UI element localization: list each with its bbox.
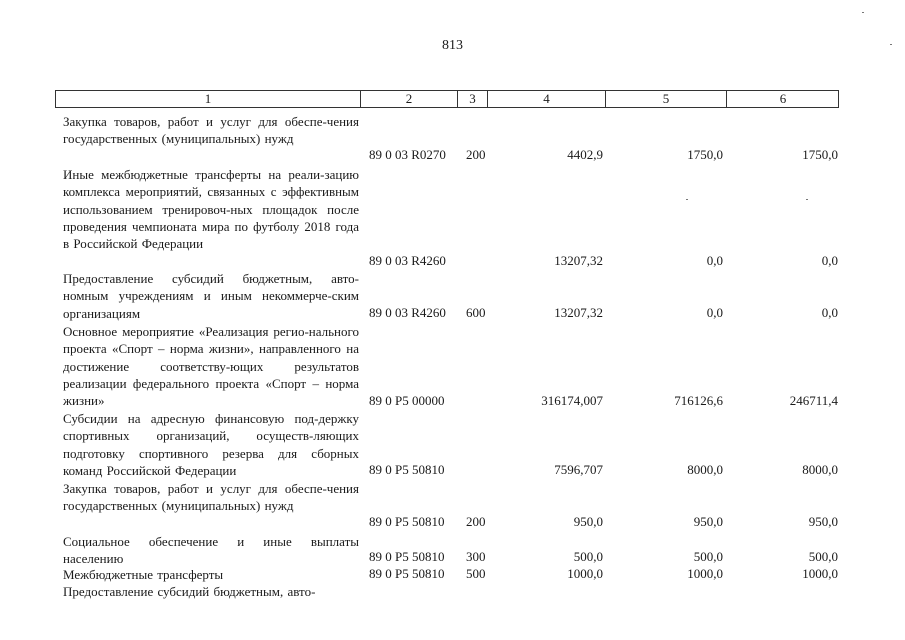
row-value-col5: 8000,0 xyxy=(687,462,723,477)
row-value-col6: 0,0 xyxy=(821,305,838,320)
row-value-col4: 13207,32 xyxy=(554,253,603,268)
page-number: 813 xyxy=(442,38,463,53)
header-col-5: 5 xyxy=(606,91,727,107)
row-value-col6: 8000,0 xyxy=(802,462,838,477)
row-description: Закупка товаров, работ и услуг для обеспе-чения государственных (муниципальных) нужд xyxy=(63,114,359,147)
row-value-col5: 1000,0 xyxy=(687,566,723,581)
row-value-col5: 1750,0 xyxy=(687,147,723,162)
row-code: 89 0 P5 00000 xyxy=(369,393,445,408)
row-value-col4: 4402,9 xyxy=(567,147,603,162)
row-value-col4: 7596,707 xyxy=(554,462,603,477)
row-code: 89 0 03 R4260 xyxy=(369,253,446,268)
row-description: Предоставление субсидий бюджетным, авто- xyxy=(63,584,316,599)
row-value-col5: 716126,6 xyxy=(674,393,723,408)
row-expense-type: 300 xyxy=(466,549,486,564)
row-description: Социальное обеспечение и иные выплаты населению xyxy=(63,534,359,567)
row-value-col4: 316174,007 xyxy=(541,393,603,408)
row-description: Иные межбюджетные трансферты на реали-зацию комплекса мероприятий, связанных с эффективным использованием тренировоч-ных площадок после проведения чемпионата мира по футболу 2018 года в Российской Федерации xyxy=(63,167,359,252)
row-value-col4: 950,0 xyxy=(573,514,603,529)
header-col-6: 6 xyxy=(779,91,787,106)
row-description: Предоставление субсидий бюджетным, авто-номным учреждениям и иным некоммерче-ским организациям xyxy=(63,271,359,321)
row-description: Закупка товаров, работ и услуг для обеспе-чения государственных (муниципальных) нужд xyxy=(63,481,359,514)
table-header xyxy=(55,90,839,108)
row-code: 89 0 03 R4260 xyxy=(369,305,446,320)
row-value-col6: 950,0 xyxy=(808,514,838,529)
row-expense-type: 500 xyxy=(466,566,486,581)
row-description: Субсидии на адресную финансовую под-держку спортивных организаций, осуществ-ляющих подготовку спортивного резерва для сборных команд Российской Федерации xyxy=(63,411,359,478)
row-description: Межбюджетные трансферты xyxy=(63,567,224,582)
header-col-3: 3 xyxy=(458,91,488,107)
row-value-col4: 13207,32 xyxy=(554,305,603,320)
row-value-col6: 1000,0 xyxy=(802,566,838,581)
row-code: 89 0 P5 50810 xyxy=(369,566,445,581)
row-value-col5: 500,0 xyxy=(693,549,723,564)
scan-speck xyxy=(806,199,808,200)
scan-speck xyxy=(890,44,892,45)
row-expense-type: 600 xyxy=(466,305,486,320)
header-col-2: 2 xyxy=(361,91,458,107)
row-value-col6: 500,0 xyxy=(808,549,838,564)
row-value-col4: 1000,0 xyxy=(567,566,603,581)
row-value-col5: 0,0 xyxy=(706,253,723,268)
row-value-col5: 950,0 xyxy=(693,514,723,529)
row-value-col6: 1750,0 xyxy=(802,147,838,162)
header-col-1: 1 xyxy=(56,91,361,107)
row-code: 89 0 P5 50810 xyxy=(369,462,445,477)
scan-speck xyxy=(862,12,864,13)
row-value-col4: 500,0 xyxy=(573,549,603,564)
row-code: 89 0 P5 50810 xyxy=(369,514,445,529)
row-code: 89 0 P5 50810 xyxy=(369,549,445,564)
row-value-col5: 0,0 xyxy=(706,305,723,320)
row-expense-type: 200 xyxy=(466,514,486,529)
row-value-col6: 246711,4 xyxy=(789,393,838,408)
scan-speck xyxy=(686,199,688,200)
row-description: Основное мероприятие «Реализация регио-нального проекта «Спорт – норма жизни», направленного на достижение соответству-ющих результатов реализации федерального проекта «Спорт – норма жизни» xyxy=(63,324,359,409)
row-value-col6: 0,0 xyxy=(821,253,838,268)
row-expense-type: 200 xyxy=(466,147,486,162)
header-col-4: 4 xyxy=(488,91,606,107)
row-code: 89 0 03 R0270 xyxy=(369,147,446,162)
